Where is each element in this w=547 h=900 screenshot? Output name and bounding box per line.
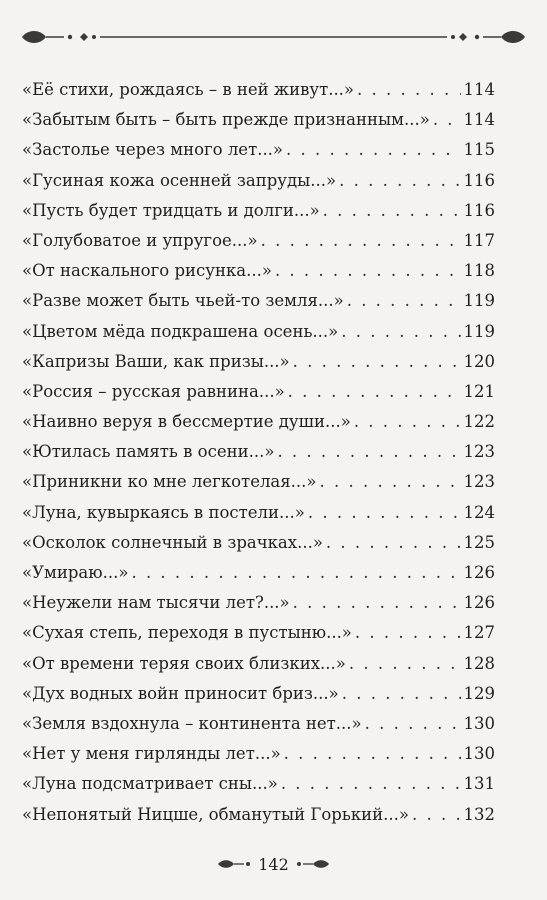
toc-dot-leader [288,377,461,407]
toc-entry-title: «Гусиная кожа осенней запруды...» [22,170,337,190]
toc-dot-leader [412,800,461,830]
toc-entry [22,317,495,347]
toc-dot-leader [347,286,461,316]
toc-entry [22,558,495,588]
toc-entry-title: «Её стихи, рождаясь – в ней живут...» [22,80,355,99]
toc-entry-title: «От времени теряя своих близких...» [22,653,346,673]
toc-dot-leader [357,75,460,105]
toc-dot-leader [293,347,461,377]
toc-dot-leader [277,437,460,467]
toc-entry [22,407,495,437]
toc-dot-leader [365,709,461,739]
toc-dot-leader [342,679,461,709]
toc-entry [22,377,495,407]
toc-entry-title: «Осколок солнечный в зрачках...» [22,532,323,552]
toc-entry-title: «Луна, кувыркаясь в постели...» [22,502,305,522]
page-footer [0,852,547,876]
toc-dot-leader [433,105,461,135]
toc-entry-page: 118 [463,261,495,281]
toc-entry-title: «Разве может быть чьей-то земля...» [22,291,344,311]
toc-entry [22,528,495,558]
toc-dot-leader [326,528,461,558]
toc-entry-title: «Забытым быть – быть прежде признанным...» [22,110,430,130]
ornamental-divider-icon [20,22,527,52]
toc-entry-page: 117 [463,230,495,250]
right-flourish-icon [295,857,331,871]
toc-entry [22,618,495,648]
toc-entry-title: «Приникни ко мне легкотелая...» [22,472,317,492]
toc-entry-page: 119 [463,321,495,341]
toc-entry [22,347,495,377]
toc-entry-page: 130 [463,744,495,764]
toc-dot-leader [261,226,461,256]
toc-entry [22,709,495,739]
toc-entry [22,256,495,286]
toc-entry-title: «Застолье через много лет...» [22,140,284,160]
toc-dot-leader [284,739,461,769]
toc-entry [22,739,495,769]
toc-entry-title: «Земля вздохнула – континента нет...» [22,713,362,733]
toc-dot-leader [323,196,461,226]
toc-entry-title: «Умираю...» [22,563,129,582]
left-flourish-icon [216,857,252,871]
toc-entry-page: 123 [463,472,495,492]
toc-entry-title: «Сухая степь, переходя в пустыню...» [22,623,352,643]
toc-entry [22,649,495,679]
toc-entry [22,437,495,467]
toc-entry-title: «Неужели нам тысячи лет?...» [22,593,290,613]
toc-entry-page: 114 [463,80,495,99]
toc-dot-leader [275,256,461,286]
toc-entry [22,800,495,830]
toc-entry [22,498,495,528]
toc-entry-page: 127 [463,623,495,643]
toc-dot-leader [341,317,460,347]
toc-entry-page: 120 [463,351,495,371]
toc-entry [22,105,495,135]
toc-entry-title: «Капризы Ваши, как призы...» [22,351,290,371]
toc-entry-title: «Голубоватое и упругое...» [22,230,258,250]
toc-dot-leader [281,769,461,799]
toc-entry-title: «Ютилась память в осени...» [22,442,275,462]
toc-entry-page: 128 [463,653,495,673]
toc-entry-page: 126 [463,593,495,613]
toc-entry-page: 122 [463,412,495,432]
toc-entry-page: 126 [463,563,495,582]
toc-entry-page: 131 [463,774,495,794]
toc-entry [22,75,495,105]
toc-entry [22,679,495,709]
toc-dot-leader [339,166,460,196]
toc-entry-page: 132 [463,804,495,824]
toc-entry [22,166,495,196]
toc-entry [22,226,495,256]
toc-entry-title: «От наскального рисунка...» [22,261,272,281]
toc-entry-page: 124 [463,502,495,522]
toc-dot-leader [349,649,461,679]
toc-entry-title: «Нет у меня гирлянды лет...» [22,744,281,764]
toc-dot-leader [131,558,460,588]
table-of-contents [22,75,495,830]
toc-entry-title: «Пусть будет тридцать и долги...» [22,200,320,220]
toc-entry-title: «Луна подсматривает сны...» [22,774,278,794]
toc-entry [22,286,495,316]
toc-entry [22,467,495,497]
toc-dot-leader [355,618,461,648]
toc-entry-title: «Наивно веруя в бессмертие души...» [22,412,351,432]
toc-entry-title: «Россия – русская равнина...» [22,381,285,401]
page-number: 142 [258,854,289,874]
toc-entry-title: «Непонятый Ницше, обманутый Горький...» [22,804,409,824]
toc-entry-page: 123 [463,442,495,462]
toc-entry-page: 125 [463,532,495,552]
toc-entry-page: 119 [463,291,495,311]
toc-entry-page: 115 [463,140,495,160]
toc-entry-title: «Цветом мёда подкрашена осень...» [22,321,339,341]
toc-entry-page: 114 [463,110,495,130]
toc-entry [22,769,495,799]
toc-entry-page: 116 [463,170,495,190]
toc-dot-leader [320,467,461,497]
toc-dot-leader [293,588,461,618]
toc-dot-leader [286,135,460,165]
toc-entry-title: «Дух водных войн приносит бриз...» [22,683,339,703]
toc-entry-page: 121 [463,381,495,401]
toc-entry-page: 130 [463,713,495,733]
toc-dot-leader [354,407,461,437]
toc-dot-leader [308,498,461,528]
toc-entry-page: 129 [463,683,495,703]
toc-entry-page: 116 [463,200,495,220]
toc-entry [22,588,495,618]
toc-entry [22,135,495,165]
toc-entry [22,196,495,226]
